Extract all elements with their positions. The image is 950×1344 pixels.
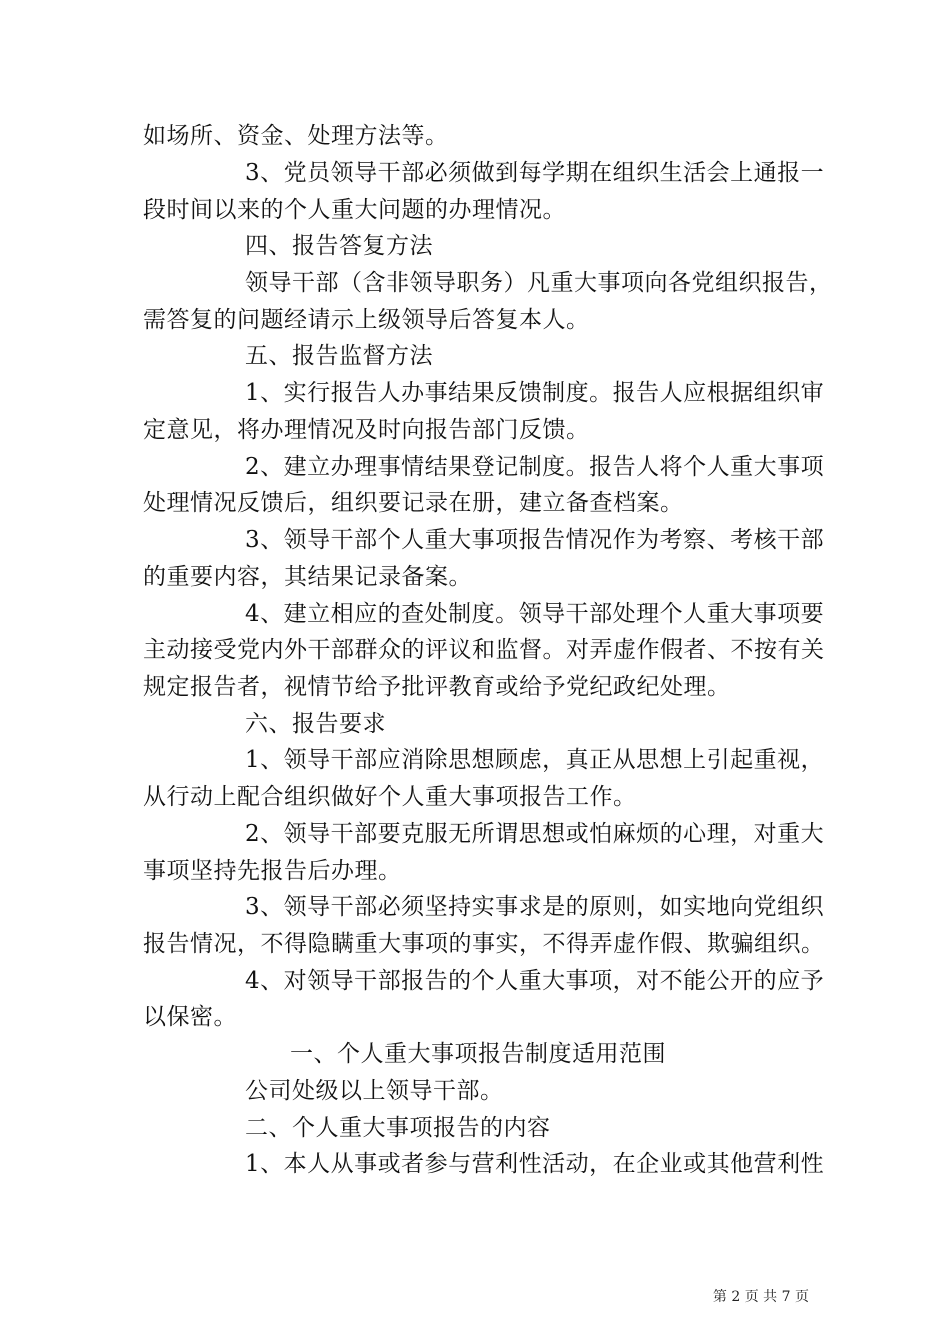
text-line: 2、建立办理事情结果登记制度。报告人将个人重大事项 [245,454,825,480]
text-line: 2、领导干部要克服无所谓思想或怕麻烦的心理，对重大 [245,821,825,847]
text-line: 领导干部（含非领导职务）凡重大事项向各党组织报告， [245,270,833,296]
text-line: 3、领导干部个人重大事项报告情况作为考察、考核干部 [245,527,825,553]
section-heading: 一、个人重大事项报告制度适用范围 [290,1041,666,1067]
text-line: 事项坚持先报告后办理。 [143,858,402,884]
text-line: 1、领导干部应消除思想顾虑，真正从思想上引起重视， [245,747,825,773]
text-line: 3、领导干部必须坚持实事求是的原则，如实地向党组织 [245,894,825,920]
text-line: 4、对领导干部报告的个人重大事项，对不能公开的应予 [245,968,825,994]
text-line: 主动接受党内外干部群众的评议和监督。对弄虚作假者、不按有关 [143,637,825,663]
text-line: 报告情况，不得隐瞒重大事项的事实，不得弄虚作假、欺骗组织。 [143,931,825,957]
text-line: 公司处级以上领导干部。 [245,1078,504,1104]
text-line: 处理情况反馈后，组织要记录在册，建立备查档案。 [143,490,684,516]
text-line: 以保密。 [143,1004,237,1030]
text-line: 定意见，将办理情况及时向报告部门反馈。 [143,417,590,443]
text-line: 如场所、资金、处理方法等。 [143,123,449,149]
text-line: 需答复的问题经请示上级领导后答复本人。 [143,307,590,333]
text-line: 1、本人从事或者参与营利性活动，在企业或其他营利性 [245,1151,825,1177]
text-line: 段时间以来的个人重大问题的办理情况。 [143,197,566,223]
text-line: 4、建立相应的查处制度。领导干部处理个人重大事项要 [245,601,825,627]
section-heading: 六、报告要求 [245,711,386,737]
text-line: 1、实行报告人办事结果反馈制度。报告人应根据组织审 [245,380,825,406]
text-line: 从行动上配合组织做好个人重大事项报告工作。 [143,784,637,810]
section-heading: 四、报告答复方法 [245,233,433,259]
section-heading: 五、报告监督方法 [245,343,433,369]
section-heading: 二、个人重大事项报告的内容 [245,1115,551,1141]
text-line: 的重要内容，其结果记录备案。 [143,564,472,590]
text-line: 规定报告者，视情节给予批评教育或给予党纪政纪处理。 [143,674,731,700]
page-number: 第 2 页 共 7 页 [712,1289,809,1305]
text-line: 3、党员领导干部必须做到每学期在组织生活会上通报一 [245,160,825,186]
